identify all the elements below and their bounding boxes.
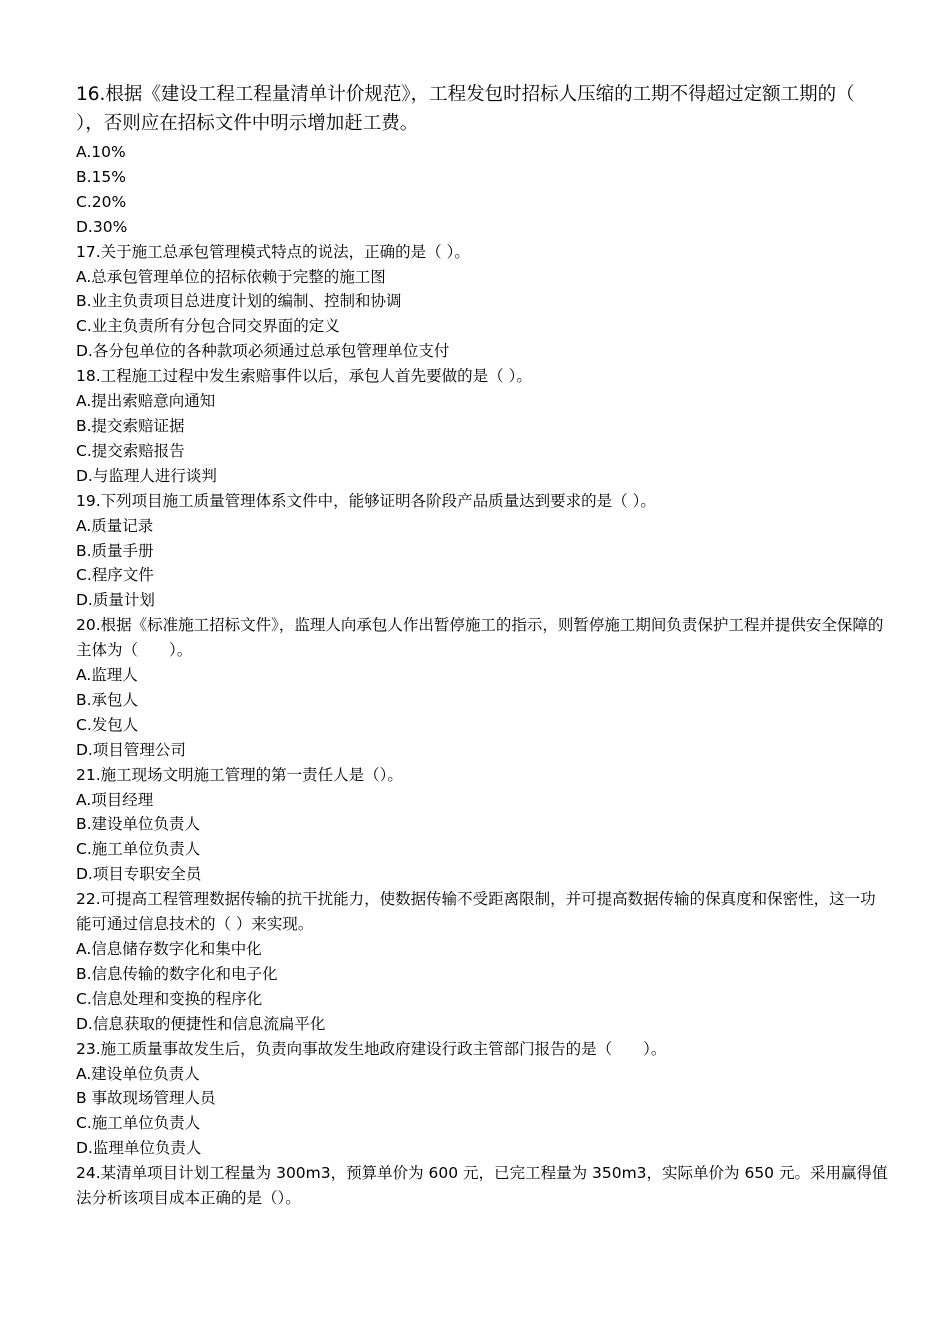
option-b: B.建设单位负责人 (76, 815, 201, 834)
question-stem: 21.施工现场文明施工管理的第一责任人是（）。 (76, 765, 403, 784)
question-23 (76, 1037, 888, 1162)
option-b: B.质量手册 (76, 541, 154, 560)
option-d: D.监理单位负责人 (76, 1139, 202, 1158)
option-a: A.质量记录 (76, 516, 154, 535)
question-stem: 24.某清单项目计划工程量为 300m3，预算单价为 600 元，已完工程量为 350m3，实际单价为 650 元。采用赢得值法分析该项目成本正确的是（）。 (76, 1164, 888, 1208)
option-d: D.30% (76, 217, 128, 236)
question-24 (76, 1161, 888, 1211)
option-d: D.各分包单位的各种款项必须通过总承包管理单位支付 (76, 342, 450, 361)
option-b: B.承包人 (76, 690, 139, 709)
question-stem: 23.施工质量事故发生后，负责向事故发生地政府建设行政主管部门报告的是（ ）。 (76, 1039, 667, 1058)
option-b: B 事故现场管理人员 (76, 1089, 216, 1108)
option-d: D.信息获取的便捷性和信息流扁平化 (76, 1014, 326, 1033)
option-b: B.15% (76, 167, 127, 186)
option-b: B.信息传输的数字化和电子化 (76, 964, 278, 983)
option-c: C.程序文件 (76, 566, 154, 585)
option-d: D.与监理人进行谈判 (76, 466, 217, 485)
question-list (76, 80, 888, 1211)
option-a: A.提出索赔意向通知 (76, 392, 216, 411)
option-c: C.信息处理和变换的程序化 (76, 989, 263, 1008)
option-a: A.总承包管理单位的招标依赖于完整的施工图 (76, 267, 386, 286)
option-b: B.业主负责项目总进度计划的编制、控制和协调 (76, 292, 402, 311)
option-d: D.项目专职安全员 (76, 865, 202, 884)
option-c: C.20% (76, 192, 127, 211)
question-stem: 16.根据《建设工程工程量清单计价规范》，工程发包时招标人压缩的工期不得超过定额工期的（ ），否则应在招标文件中明示增加赶工费。 (76, 84, 855, 134)
option-d: D.项目管理公司 (76, 740, 186, 759)
option-b: B.提交索赔证据 (76, 416, 185, 435)
question-21 (76, 763, 888, 888)
question-stem: 17.关于施工总承包管理模式特点的说法，正确的是（ ）。 (76, 242, 470, 261)
question-16 (76, 80, 888, 240)
question-20 (76, 613, 888, 762)
question-22 (76, 887, 888, 1036)
question-stem: 22.可提高工程管理数据传输的抗干扰能力，使数据传输不受距离限制，并可提高数据传输的保真度和保密性，这一功能可通过信息技术的（ ）来实现。 (76, 890, 876, 934)
question-stem: 18.工程施工过程中发生索赔事件以后，承包人首先要做的是（ ）。 (76, 367, 532, 386)
question-18 (76, 364, 888, 489)
option-a: A.监理人 (76, 666, 138, 685)
option-c: C.提交索赔报告 (76, 441, 185, 460)
option-a: A.10% (76, 143, 126, 161)
option-a: A.信息储存数字化和集中化 (76, 940, 262, 958)
option-c: C.发包人 (76, 715, 139, 734)
option-d: D.质量计划 (76, 591, 155, 610)
option-c: C.业主负责所有分包合同交界面的定义 (76, 317, 340, 336)
question-stem: 19.下列项目施工质量管理体系文件中，能够证明各阶段产品质量达到要求的是（ ）。 (76, 491, 656, 510)
option-a: A.项目经理 (76, 790, 154, 809)
option-a: A.建设单位负责人 (76, 1064, 200, 1083)
option-c: C.施工单位负责人 (76, 840, 201, 859)
question-17 (76, 240, 888, 365)
question-stem: 20.根据《标准施工招标文件》，监理人向承包人作出暂停施工的指示，则暂停施工期间负责保护工程并提供安全保障的主体为（ ）。 (76, 616, 884, 660)
question-19 (76, 489, 888, 614)
option-c: C.施工单位负责人 (76, 1114, 201, 1133)
